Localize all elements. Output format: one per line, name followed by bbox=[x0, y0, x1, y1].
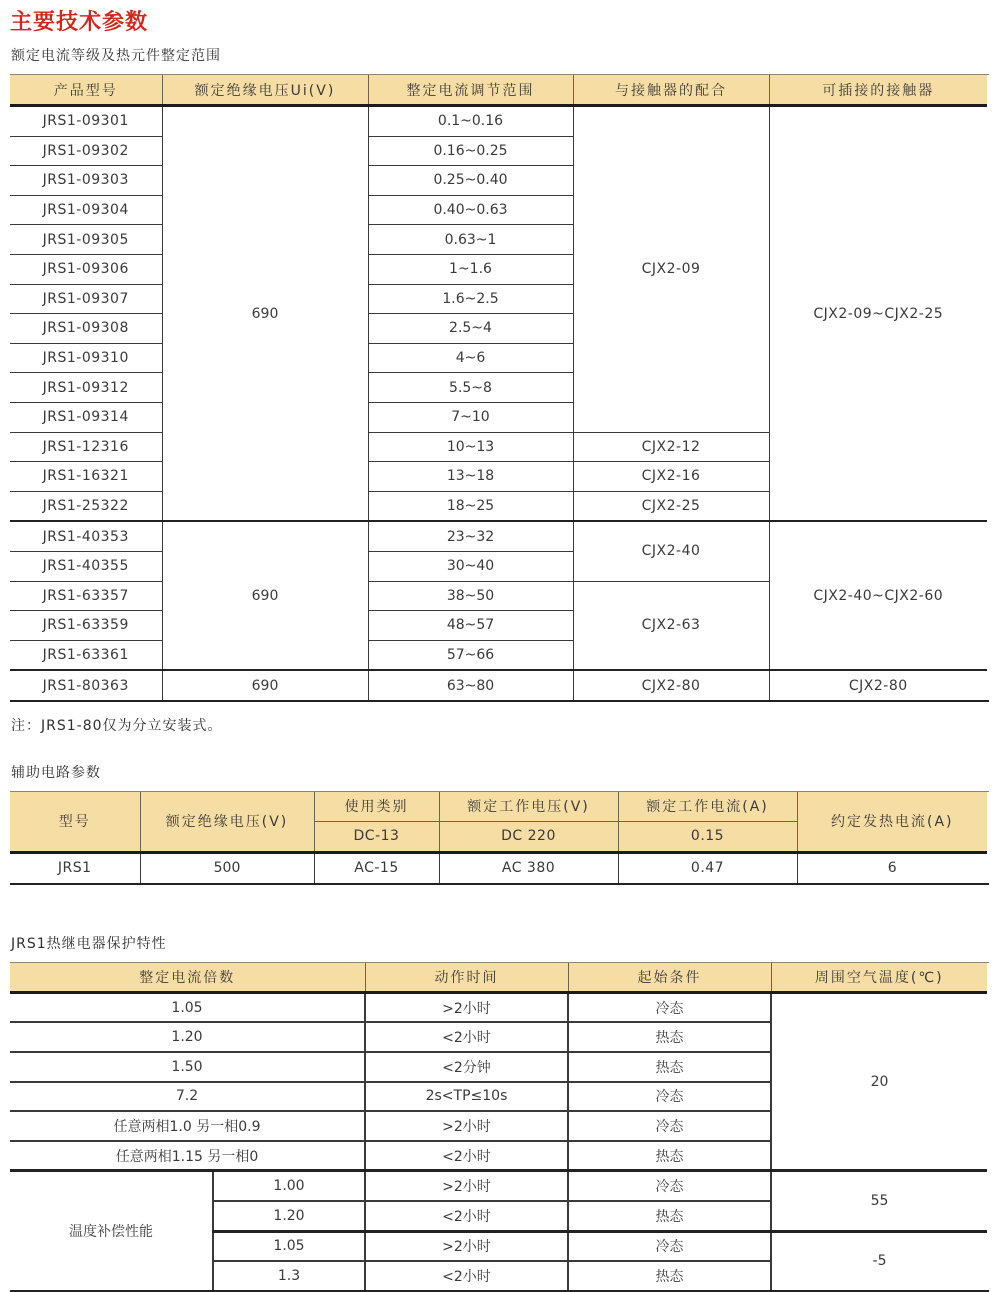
col-header-insulation-voltage: 额定绝缘电压Ui(V) bbox=[162, 75, 368, 106]
dc-voltage-cell: DC 220 bbox=[439, 821, 618, 852]
table-row bbox=[10, 852, 987, 883]
col-header-current-multiple: 整定电流倍数 bbox=[10, 963, 365, 993]
col-header-pluggable-contactor: 可插接的接触器 bbox=[769, 75, 987, 106]
table1-note: 注：JRS1-80仅为分立安装式。 bbox=[11, 717, 223, 734]
range-cell: 0.40~0.63 bbox=[368, 195, 573, 225]
multiple-cell: 1.3 bbox=[213, 1261, 365, 1290]
model-cell: JRS1-09301 bbox=[10, 106, 162, 137]
range-cell: 30~40 bbox=[368, 551, 573, 581]
temperature-cell: 20 bbox=[771, 992, 987, 1171]
range-cell: 1~1.6 bbox=[368, 254, 573, 284]
section3-title: JRS1热继电器保护特性 bbox=[11, 935, 167, 952]
col-header-working-current: 额定工作电流(A) bbox=[618, 792, 797, 822]
condition-cell: 冷态 bbox=[568, 1082, 771, 1112]
temperature-cell: 55 bbox=[771, 1171, 987, 1231]
contactor-cell: CJX2-16 bbox=[573, 462, 769, 492]
range-cell: 0.25~0.40 bbox=[368, 166, 573, 196]
pluggable-cell: CJX2-80 bbox=[769, 670, 987, 700]
model-cell: JRS1-09303 bbox=[10, 166, 162, 196]
model-cell: JRS1-63361 bbox=[10, 640, 162, 670]
model-cell: JRS1-40355 bbox=[10, 551, 162, 581]
dc-category-cell: DC-13 bbox=[314, 821, 439, 852]
contactor-cell: CJX2-12 bbox=[573, 432, 769, 462]
time-cell: <2小时 bbox=[365, 1022, 568, 1052]
auxiliary-circuit-table bbox=[10, 792, 987, 883]
insulation-voltage-cell: 500 bbox=[140, 852, 314, 883]
model-cell: JRS1-16321 bbox=[10, 462, 162, 492]
model-cell: JRS1-09312 bbox=[10, 373, 162, 403]
multiple-cell: 任意两相1.0 另一相0.9 bbox=[10, 1111, 365, 1141]
multiple-cell: 1.05 bbox=[213, 1231, 365, 1261]
rated-current-table-wrap bbox=[10, 74, 989, 702]
multiple-cell: 1.05 bbox=[10, 992, 365, 1022]
spacer bbox=[10, 885, 989, 912]
time-cell: >2小时 bbox=[365, 992, 568, 1022]
model-cell: JRS1-09308 bbox=[10, 314, 162, 344]
table-row bbox=[10, 521, 987, 551]
spacer bbox=[10, 912, 989, 933]
voltage-cell: 690 bbox=[162, 670, 368, 700]
range-cell: 63~80 bbox=[368, 670, 573, 700]
protection-characteristics-table-wrap bbox=[10, 962, 989, 1292]
model-cell: JRS1-80363 bbox=[10, 670, 162, 700]
time-cell: <2分钟 bbox=[365, 1052, 568, 1082]
contactor-cell: CJX2-25 bbox=[573, 491, 769, 521]
voltage-cell: 690 bbox=[162, 521, 368, 670]
multiple-cell: 1.00 bbox=[213, 1171, 365, 1201]
pluggable-cell: CJX2-40~CJX2-60 bbox=[769, 521, 987, 670]
range-cell: 2.5~4 bbox=[368, 314, 573, 344]
contactor-cell: CJX2-09 bbox=[573, 106, 769, 433]
range-cell: 13~18 bbox=[368, 462, 573, 492]
condition-cell: 冷态 bbox=[568, 1231, 771, 1261]
col-header-contactor-match: 与接触器的配合 bbox=[573, 75, 769, 106]
multiple-cell: 1.20 bbox=[10, 1022, 365, 1052]
section2-title: 辅助电路参数 bbox=[11, 764, 101, 781]
contactor-cell: CJX2-63 bbox=[573, 581, 769, 670]
time-cell: 2s<TP≤10s bbox=[365, 1082, 568, 1112]
ac-voltage-cell: AC 380 bbox=[439, 852, 618, 883]
range-cell: 4~6 bbox=[368, 343, 573, 373]
model-cell: JRS1-09307 bbox=[10, 284, 162, 314]
condition-cell: 冷态 bbox=[568, 992, 771, 1022]
contactor-cell: CJX2-40 bbox=[573, 521, 769, 581]
table3-header-row bbox=[10, 963, 987, 993]
range-cell: 5.5~8 bbox=[368, 373, 573, 403]
temperature-compensation-label: 温度补偿性能 bbox=[10, 1171, 213, 1290]
model-cell: JRS1-09314 bbox=[10, 402, 162, 432]
condition-cell: 冷态 bbox=[568, 1111, 771, 1141]
ac-current-cell: 0.47 bbox=[618, 852, 797, 883]
multiple-cell: 1.20 bbox=[213, 1201, 365, 1231]
contactor-cell: CJX2-80 bbox=[573, 670, 769, 700]
model-cell: JRS1-09305 bbox=[10, 225, 162, 255]
page-title: 主要技术参数 bbox=[10, 10, 149, 35]
time-cell: >2小时 bbox=[365, 1231, 568, 1261]
table-row bbox=[10, 992, 987, 1022]
condition-cell: 热态 bbox=[568, 1261, 771, 1290]
range-cell: 38~50 bbox=[368, 581, 573, 611]
temperature-cell: -5 bbox=[771, 1231, 987, 1290]
table-row bbox=[10, 670, 987, 700]
range-cell: 23~32 bbox=[368, 521, 573, 551]
range-cell: 18~25 bbox=[368, 491, 573, 521]
range-cell: 10~13 bbox=[368, 432, 573, 462]
table1-subtitle: 额定电流等级及热元件整定范围 bbox=[11, 48, 221, 64]
condition-cell: 热态 bbox=[568, 1201, 771, 1231]
table2-header-row bbox=[10, 792, 987, 822]
range-cell: 7~10 bbox=[368, 402, 573, 432]
multiple-cell: 任意两相1.15 另一相0 bbox=[10, 1141, 365, 1171]
spacer bbox=[10, 735, 989, 762]
col-header-action-time: 动作时间 bbox=[365, 963, 568, 993]
model-cell: JRS1-09304 bbox=[10, 195, 162, 225]
table-row bbox=[10, 1171, 987, 1201]
range-cell: 0.63~1 bbox=[368, 225, 573, 255]
multiple-cell: 1.50 bbox=[10, 1052, 365, 1082]
time-cell: >2小时 bbox=[365, 1111, 568, 1141]
model-cell: JRS1-63359 bbox=[10, 611, 162, 641]
protection-characteristics-table bbox=[10, 963, 987, 1290]
auxiliary-circuit-table-wrap bbox=[10, 791, 989, 885]
condition-cell: 热态 bbox=[568, 1141, 771, 1171]
table-row bbox=[10, 106, 987, 137]
col-header-insulation-voltage: 额定绝缘电压(V) bbox=[140, 792, 314, 853]
dc-current-cell: 0.15 bbox=[618, 821, 797, 852]
model-cell: JRS1-09302 bbox=[10, 136, 162, 166]
range-cell: 0.1~0.16 bbox=[368, 106, 573, 137]
multiple-cell: 7.2 bbox=[10, 1082, 365, 1112]
col-header-setting-range: 整定电流调节范围 bbox=[368, 75, 573, 106]
thermal-current-cell: 6 bbox=[797, 852, 987, 883]
time-cell: <2小时 bbox=[365, 1201, 568, 1231]
col-header-model: 型号 bbox=[10, 792, 140, 853]
col-header-product-model: 产品型号 bbox=[10, 75, 162, 106]
time-cell: <2小时 bbox=[365, 1261, 568, 1290]
range-cell: 0.16~0.25 bbox=[368, 136, 573, 166]
rated-current-table bbox=[10, 75, 987, 700]
col-header-initial-condition: 起始条件 bbox=[568, 963, 771, 993]
condition-cell: 热态 bbox=[568, 1022, 771, 1052]
model-cell: JRS1-09306 bbox=[10, 254, 162, 284]
ac-category-cell: AC-15 bbox=[314, 852, 439, 883]
time-cell: <2小时 bbox=[365, 1141, 568, 1171]
pluggable-cell: CJX2-09~CJX2-25 bbox=[769, 106, 987, 522]
col-header-utilization-category: 使用类别 bbox=[314, 792, 439, 822]
table1-header-row bbox=[10, 75, 987, 106]
model-cell: JRS1-40353 bbox=[10, 521, 162, 551]
model-cell: JRS1-63357 bbox=[10, 581, 162, 611]
col-header-ambient-temperature: 周围空气温度(℃) bbox=[771, 963, 987, 993]
col-header-working-voltage: 额定工作电压(V) bbox=[439, 792, 618, 822]
model-cell: JRS1-12316 bbox=[10, 432, 162, 462]
range-cell: 57~66 bbox=[368, 640, 573, 670]
model-cell: JRS1-25322 bbox=[10, 491, 162, 521]
range-cell: 48~57 bbox=[368, 611, 573, 641]
col-header-thermal-current: 约定发热电流(A) bbox=[797, 792, 987, 853]
condition-cell: 热态 bbox=[568, 1052, 771, 1082]
voltage-cell: 690 bbox=[162, 106, 368, 522]
range-cell: 1.6~2.5 bbox=[368, 284, 573, 314]
time-cell: >2小时 bbox=[365, 1171, 568, 1201]
condition-cell: 冷态 bbox=[568, 1171, 771, 1201]
model-cell: JRS1-09310 bbox=[10, 343, 162, 373]
model-cell: JRS1 bbox=[10, 852, 140, 883]
